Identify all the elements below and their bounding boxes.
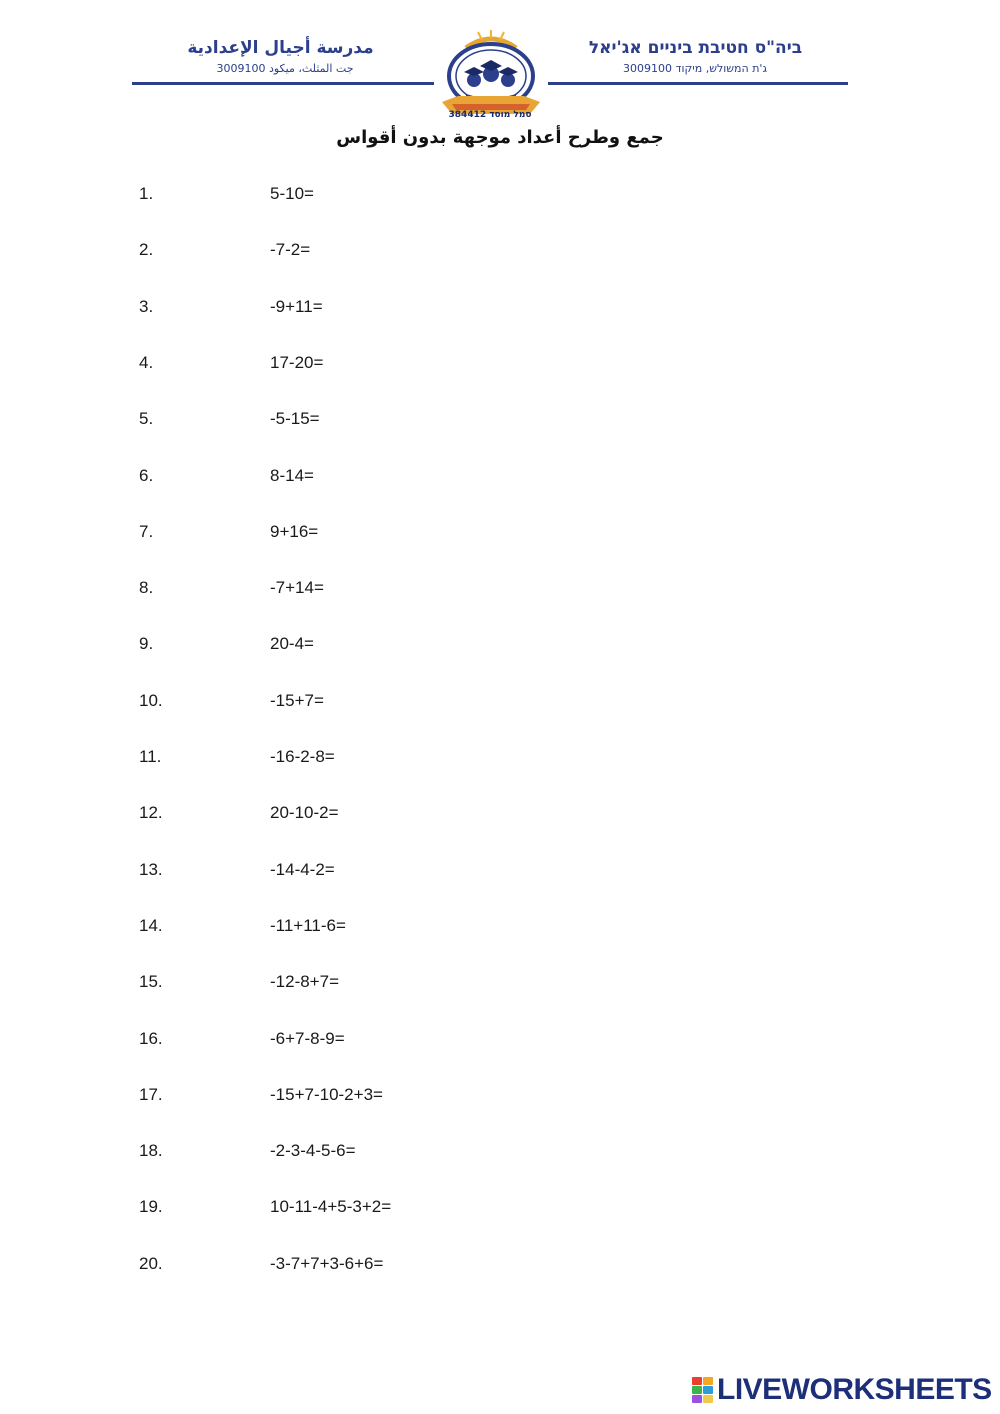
exercise-expression: -7-2= — [270, 240, 311, 260]
logo-tile — [692, 1377, 702, 1385]
brand-text: LIVEWORKSHEETS — [717, 1373, 992, 1406]
exercise-row — [0, 578, 700, 602]
exercise-row — [0, 1141, 700, 1165]
exercise-number: 19. — [139, 1197, 163, 1217]
exercise-expression: -7+14= — [270, 578, 324, 598]
liveworksheets-brand — [692, 1374, 992, 1406]
exercise-number: 11. — [139, 747, 162, 766]
exercise-number: 18. — [139, 1141, 163, 1161]
liveworksheets-logo-icon — [692, 1377, 714, 1403]
logo-tile — [692, 1386, 702, 1394]
exercise-expression: -6+7-8-9= — [270, 1028, 345, 1048]
exercise-expression: -16-2-8= — [270, 747, 335, 766]
logo-tile — [692, 1395, 702, 1403]
exercise-number: 13. — [139, 859, 163, 879]
address-hebrew: ג'ת המשולש, מיקוד 3009100 — [622, 62, 767, 75]
exercise-expression: -15+7= — [270, 690, 324, 710]
exercise-expression: 17-20= — [270, 352, 324, 372]
exercise-number: 9. — [139, 634, 154, 654]
exercise-expression: 8-14= — [270, 465, 314, 485]
exercise-row — [0, 1029, 700, 1053]
school-name-hebrew: ביה"ס חטיבת ביניים אג'יאל — [588, 38, 803, 58]
exercise-row — [0, 522, 700, 546]
exercise-number: 15. — [139, 972, 163, 992]
exercise-number: 8. — [139, 578, 154, 598]
exercise-number: 12. — [139, 803, 163, 823]
exercise-number: 3. — [139, 296, 154, 316]
exercise-number: 10. — [139, 690, 163, 710]
exercise-number: 6. — [139, 465, 154, 485]
worksheet-title: جمع وطرح أعداد موجهة بدون أقواس — [336, 127, 664, 148]
logo-tile — [703, 1386, 713, 1394]
exercise-row — [0, 1197, 700, 1221]
exercise-row — [0, 353, 700, 377]
exercise-expression: -9+11= — [270, 296, 323, 316]
exercise-number: 5. — [139, 409, 154, 429]
exercise-row — [0, 297, 700, 321]
exercise-expression: -11+11-6= — [270, 915, 346, 935]
institution-code: סמל מוסד 384412 — [448, 110, 532, 120]
exercise-row — [0, 1085, 700, 1109]
exercise-expression: -15+7-10-2+3= — [270, 1084, 383, 1104]
logo-tile — [703, 1395, 713, 1403]
exercise-row — [0, 1254, 700, 1278]
exercise-row — [0, 466, 700, 490]
exercise-expression: -2-3-4-5-6= — [270, 1141, 356, 1161]
exercise-row — [0, 634, 700, 658]
school-name-arabic: مدرسة أجيال الإعدادية — [187, 38, 374, 58]
exercise-number: 16. — [139, 1028, 163, 1048]
exercise-expression: -12-8+7= — [270, 972, 339, 992]
exercise-expression: -5-15= — [270, 409, 320, 429]
exercise-row — [0, 860, 700, 884]
exercise-expression: 10-11-4+5-3+2= — [270, 1197, 392, 1217]
exercise-expression: -3-7+7+3-6+6= — [270, 1253, 384, 1273]
exercise-row — [0, 240, 700, 264]
exercise-expression: 20-10-2= — [270, 803, 339, 823]
exercise-number: 17. — [139, 1084, 163, 1104]
exercise-row — [0, 803, 700, 827]
logo-tile — [703, 1377, 713, 1385]
exercise-number: 20. — [139, 1253, 163, 1273]
exercise-row — [0, 972, 700, 996]
address-arabic: جت المثلث، ميكود 3009100 — [216, 62, 354, 75]
exercise-row — [0, 409, 700, 433]
exercise-number: 2. — [139, 240, 154, 260]
exercise-number: 14. — [139, 915, 163, 935]
exercise-row — [0, 916, 700, 940]
exercise-expression: 9+16= — [270, 521, 319, 541]
exercise-row — [0, 747, 700, 771]
exercise-expression: 5-10= — [270, 184, 314, 203]
exercise-row — [0, 691, 700, 715]
exercise-number: 1. — [139, 184, 154, 203]
exercise-expression: 20-4= — [270, 634, 314, 654]
exercise-number: 4. — [139, 352, 154, 372]
exercise-expression: -14-4-2= — [270, 859, 335, 879]
exercise-number: 7. — [139, 521, 154, 541]
exercise-row — [0, 184, 700, 208]
